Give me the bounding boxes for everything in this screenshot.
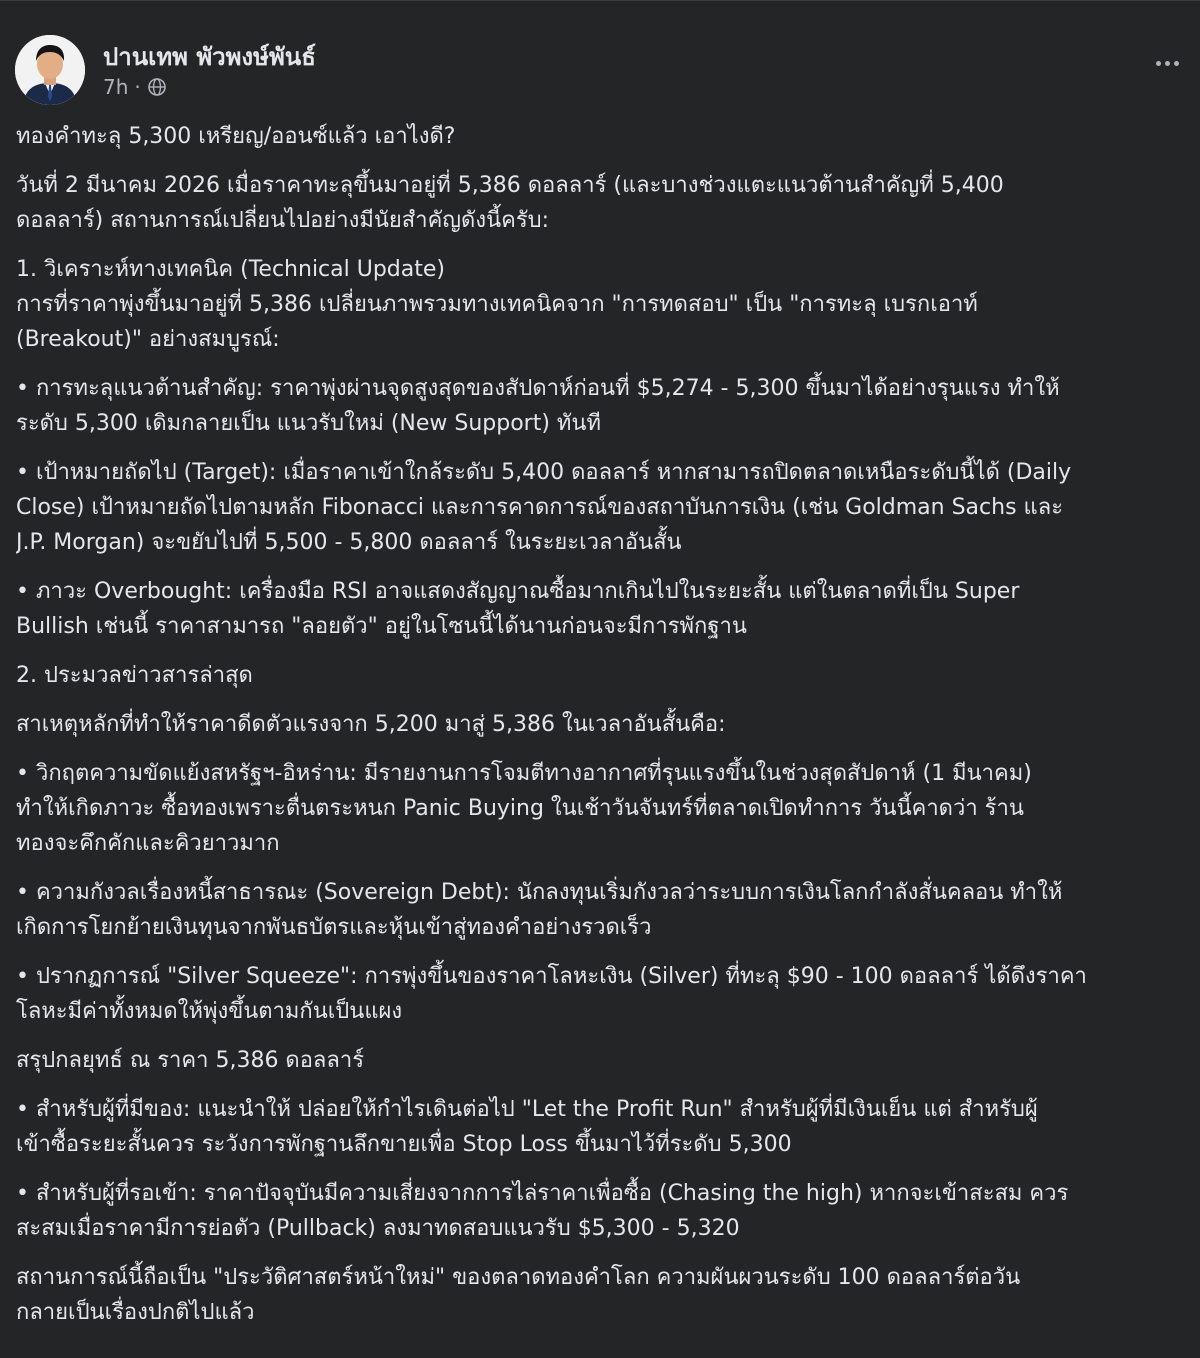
bullet-target: [16, 455, 1188, 560]
bullet-line: • ความกังวลเรื่องหนี้สาธารณะ (Sovereign Debt): นักลงทุนเริ่มกังวลว่าระบบการเงินโลกกำลังสั่นคลอน ทำให้: [16, 880, 1063, 905]
post-content: [16, 119, 1188, 1344]
closing-paragraph: [16, 1260, 1188, 1330]
section1: [16, 252, 1188, 357]
bullet-line: เข้าซื้อระยะสั้นควร ระวังการพักฐานลึกขายเพื่อ Stop Loss ขึ้นมาไว้ที่ระดับ 5,300: [16, 1132, 792, 1157]
bullet-line: • เป้าหมายถัดไป (Target): เมื่อราคาเข้าใกล้ระดับ 5,400 ดอลลาร์ หากสามารถปิดตลาดเหนือระดับนี้ได้ (Daily: [16, 460, 1072, 485]
section2-heading: 2. ประมวลข่าวสารล่าสุด: [16, 663, 253, 688]
author-avatar[interactable]: [15, 35, 85, 105]
intro-paragraph: [16, 168, 1188, 238]
bullet-line: • การทะลุแนวต้านสำคัญ: ราคาพุ่งผ่านจุดสูงสุดของสัปดาห์ก่อนที่ $5,274 - 5,300 ขึ้นมาได้อย่างรุนแรง ทำให้: [16, 376, 1060, 401]
author-name[interactable]: ปานเทพ พัวพงษ์พันธ์: [103, 43, 316, 71]
bullet-line: ทำให้เกิดภาวะ ซื้อทองเพราะตื่นตระหนก Panic Buying ในเช้าวันจันทร์ที่ตลาดเปิดทำการ วันนี้คาดว่า ร้าน: [16, 796, 1024, 821]
section1-heading: 1. วิเคราะห์ทางเทคนิค (Technical Update): [16, 257, 445, 282]
bullet-line: • วิกฤตความขัดแย้งสหรัฐฯ-อิหร่าน: มีรายงานการโจมตีทางอากาศที่รุนแรงขึ้นในช่วงสุดสัปดาห์ (1 มีนาคม): [16, 761, 1032, 786]
post-meta: [103, 75, 167, 99]
more-dot: [1174, 61, 1179, 66]
bullet-conflict: [16, 756, 1188, 861]
closing-line: สถานการณ์นี้ถือเป็น "ประวัติศาสตร์หน้าใหม่" ของตลาดทองคำโลก ความผันผวนระดับ 100 ดอลลาร์ต่อวัน: [16, 1265, 1021, 1290]
post-title: ทองคำทะลุ 5,300 เหรียญ/ออนซ์แล้ว เอาไงดี?: [16, 124, 456, 149]
more-options-button[interactable]: [1149, 51, 1185, 75]
section1-lead-line: (Breakout)" อย่างสมบูรณ์:: [16, 327, 280, 352]
bullet-line: • สำหรับผู้ที่รอเข้า: ราคาปัจจุบันมีความเสี่ยงจากการไล่ราคาเพื่อซื้อ (Chasing the high) หากจะเข้าสะสม ควร: [16, 1181, 1069, 1206]
bullet-line: เกิดการโยกย้ายเงินทุนจากพันธบัตรและหุ้นเข้าสู่ทองคำอย่างรวดเร็ว: [16, 915, 652, 940]
post-header: [15, 35, 1185, 107]
bullet-overbought: [16, 574, 1188, 644]
intro-line: วันที่ 2 มีนาคม 2026 เมื่อราคาทะลุขึ้นมาอยู่ที่ 5,386 ดอลลาร์ (และบางช่วงแตะแนวต้านสำคัญที่ 5,400: [16, 173, 1004, 198]
more-dot: [1156, 61, 1161, 66]
bullet-line: Close) เป้าหมายถัดไปตามหลัก Fibonacci และการคาดการณ์ของสถาบันการเงิน (เช่น Goldman Sachs และ: [16, 495, 1064, 520]
bullet-debt: [16, 875, 1188, 945]
section1-lead-line: การที่ราคาพุ่งขึ้นมาอยู่ที่ 5,386 เปลี่ยนภาพรวมทางเทคนิคจาก "การทดสอบ" เป็น "การทะลุ เบรกเอาท์: [16, 292, 978, 317]
bullet-line: ระดับ 5,300 เดิมกลายเป็น แนวรับใหม่ (New Support) ทันที: [16, 411, 601, 436]
closing-line: กลายเป็นเรื่องปกติไปแล้ว: [16, 1300, 255, 1325]
bullet-line: ทองจะคึกคักและคิวยาวมาก: [16, 831, 280, 856]
bullet-silver: [16, 959, 1188, 1029]
bullet-line: J.P. Morgan) จะขยับไปที่ 5,500 - 5,800 ดอลลาร์ ในระยะเวลาอันสั้น: [16, 530, 682, 555]
section3-heading: สรุปกลยุทธ์ ณ ราคา 5,386 ดอลลาร์: [16, 1048, 365, 1073]
bullet-line: สะสมเมื่อราคามีการย่อตัว (Pullback) ลงมาทดสอบแนวรับ $5,300 - 5,320: [16, 1216, 740, 1241]
bullet-line: • ภาวะ Overbought: เครื่องมือ RSI อาจแสดงสัญญาณซื้อมากเกินไปในระยะสั้น แต่ในตลาดที่เป็น Super: [16, 579, 1020, 604]
section2-lead: สาเหตุหลักที่ทำให้ราคาดีดตัวแรงจาก 5,200 มาสู่ 5,386 ในเวลาอันสั้นคือ:: [16, 712, 726, 737]
intro-line: ดอลลาร์) สถานการณ์เปลี่ยนไปอย่างมีนัยสำคัญดังนี้ครับ:: [16, 208, 550, 233]
bullet-line: โลหะมีค่าทั้งหมดให้พุ่งขึ้นตามกันเป็นแผง: [16, 999, 403, 1024]
globe-icon: [147, 77, 167, 97]
post-time[interactable]: 7h: [103, 75, 129, 99]
avatar-portrait-icon: [15, 35, 85, 105]
bullet-line: • สำหรับผู้ที่มีของ: แนะนำให้ ปล่อยให้กำไรเดินต่อไป "Let the Profit Run" สำหรับผู้ที่มีเงินเย็น แต่ สำหรับผู้: [16, 1097, 1038, 1122]
bullet-line: • ปรากฏการณ์ "Silver Squeeze": การพุ่งขึ้นของราคาโลหะเงิน (Silver) ที่ทะลุ $90 - 100 ดอลลาร์ ได้ดึงราคา: [16, 964, 1087, 989]
more-dot: [1165, 61, 1170, 66]
meta-separator: ·: [134, 75, 141, 99]
bullet-waiting: [16, 1176, 1188, 1246]
bullet-breakout: [16, 371, 1188, 441]
bullet-line: Bullish เช่นนี้ ราคาสามารถ "ลอยตัว" อยู่ในโซนนี้ได้นานก่อนจะมีการพักฐาน: [16, 614, 747, 639]
bullet-holders: [16, 1092, 1188, 1162]
